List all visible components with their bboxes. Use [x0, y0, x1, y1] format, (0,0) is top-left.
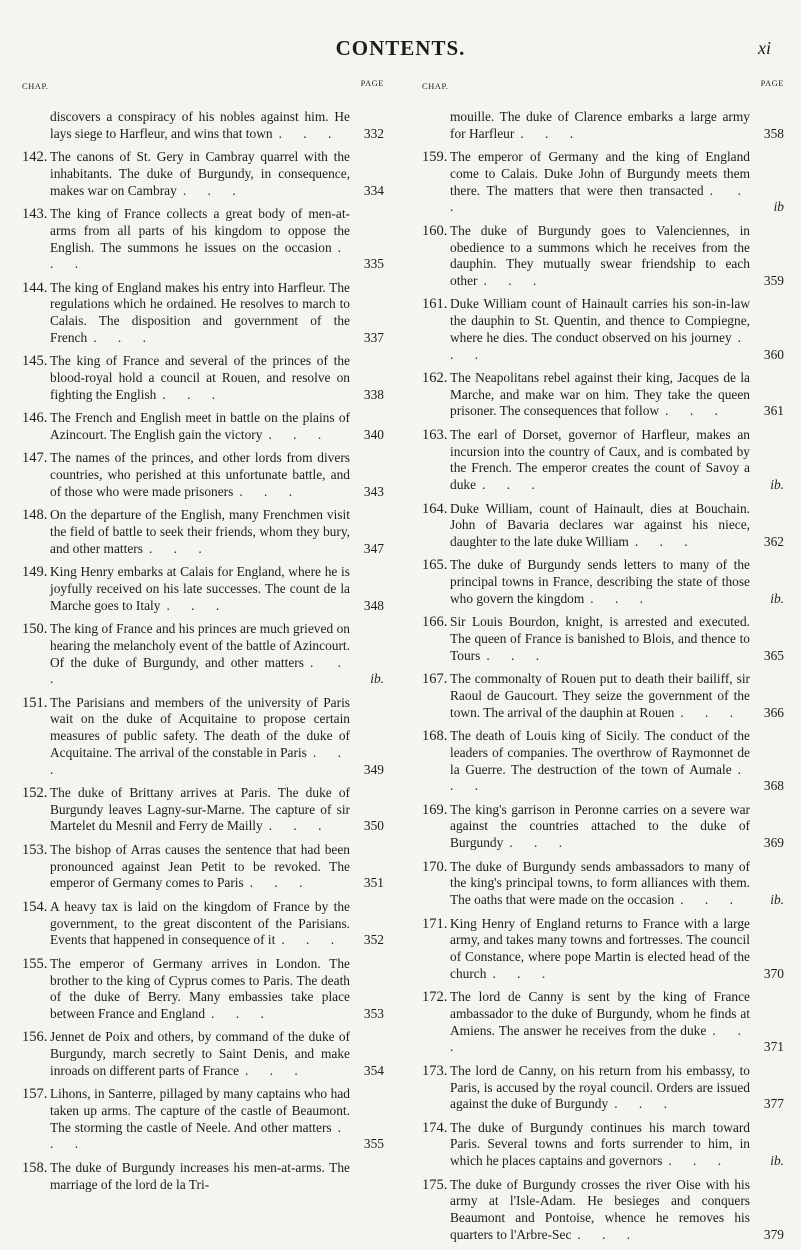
leader-dots: . . . — [166, 597, 229, 613]
leader-dots: . . . — [680, 892, 742, 908]
chapter-summary — [450, 149, 784, 216]
toc-entry — [22, 842, 384, 892]
page-number: ib — [773, 199, 784, 215]
chapter-summary-text: The duke of Burgundy sends letters to many of the principal towns in France, describing the state of those who govern the kingdom — [450, 557, 750, 606]
chapter-summary-text: The duke of Burgundy increases his men-at-arms. The marriage of the lord de la Tri- — [50, 1159, 350, 1192]
toc-entry — [422, 370, 784, 420]
leader-dots: . . . — [50, 239, 350, 272]
chapter-summary — [50, 564, 384, 614]
chapter-number: 144. — [22, 279, 48, 296]
chapter-summary-text: The earl of Dorset, governor of Harfleur, makes an incursion into the country of Caux, and is combated by the French. The emperor creates the count of Savoy a duke — [450, 426, 750, 493]
toc-entry — [22, 280, 384, 347]
page-number: 362 — [763, 533, 784, 549]
toc-entry — [22, 1160, 384, 1193]
leader-dots: . . . — [93, 329, 155, 345]
chapter-number: 160. — [422, 222, 448, 239]
leader-dots: . . . — [450, 1022, 750, 1055]
leader-dots: . . . — [50, 1119, 350, 1152]
toc-entry — [422, 802, 784, 852]
chapter-summary — [450, 614, 784, 664]
chapter-summary — [50, 280, 384, 347]
chapter-summary-text: The bishop of Arras causes the sentence that had been pronounced against Jean Petit to be revoked. The emperor of Germany comes to Paris — [50, 841, 350, 891]
toc-entry — [22, 899, 384, 949]
leader-dots: . . . — [450, 182, 750, 215]
page-number: 335 — [363, 256, 384, 272]
folio-number: xi — [758, 38, 771, 58]
chapter-summary-text: The emperor of Germany and the king of England come to Calais. Duke John of Burgundy meets them there. The matters that were then transacted — [450, 149, 750, 198]
leader-dots: . . . — [50, 654, 350, 687]
chapter-summary-text: The king of France and his princes are much grieved on hearing the melancholy event of the battle of Azincourt. Of the duke of Burgundy, and other matters — [50, 621, 350, 670]
chapter-number: 162. — [422, 370, 448, 387]
toc-entry — [22, 149, 384, 199]
leader-dots: . . . — [483, 272, 546, 288]
chapter-summary — [50, 1160, 384, 1193]
toc-entry — [422, 1177, 784, 1244]
chapter-summary — [450, 427, 784, 494]
chapter-summary-text: The duke of Burgundy continues his march toward Paris. Several towns and forts surrender to him, in which he places captains and governors — [450, 1119, 750, 1169]
chapter-summary — [450, 370, 784, 420]
chapter-summary-text: King Henry embarks at Calais for England, where he is joyfully received on his late successes. The count de la Marche goes to Italy — [50, 564, 350, 613]
toc-entry — [22, 1029, 384, 1079]
page-number: ib. — [770, 477, 784, 493]
toc-entry — [422, 916, 784, 983]
chapter-summary-text: discovers a conspiracy of his nobles against him. He lays siege to Harfleur, and wins that town — [50, 109, 350, 141]
chapter-summary-text: A heavy tax is laid on the kingdom of France by the government, to the great discontent of the Parisians. Events that happened in consequence of it — [50, 898, 350, 948]
leader-dots: . . . — [492, 965, 555, 981]
leader-dots: . . . — [590, 590, 653, 606]
chapter-summary — [450, 671, 784, 721]
page-number: 377 — [763, 1096, 784, 1112]
toc-entry — [422, 149, 784, 216]
page-number: ib. — [770, 1153, 784, 1169]
chapter-summary — [50, 410, 384, 443]
chapter-summary — [50, 1086, 384, 1153]
toc-entry — [22, 785, 384, 835]
toc-entry — [22, 410, 384, 443]
leader-dots: . . . — [268, 818, 331, 834]
chapter-number: 174. — [422, 1119, 448, 1136]
chapter-summary-text: Duke William, count of Hainault, dies at Bouchain. John of Bavaria declares war against his niece, daughter to the late duke William — [450, 500, 750, 549]
leader-dots: . . . — [211, 1005, 273, 1021]
leader-dots: . . . — [50, 744, 350, 777]
toc-entry — [22, 621, 384, 688]
chapter-number: 157. — [22, 1086, 48, 1103]
chapter-summary — [50, 1029, 384, 1079]
leader-dots: . . . — [182, 182, 245, 198]
leader-dots: . . . — [520, 125, 583, 141]
chapter-summary-text: The commonalty of Rouen put to death their bailiff, sir Raoul de Gaucourt. They seize the government of the town. The arrival of the dauphin at Rouen — [450, 671, 750, 720]
leader-dots: . . . — [634, 533, 697, 549]
page-number: 369 — [763, 835, 784, 851]
chapter-summary-text: On the departure of the English, many Frenchmen visit the field of battle to seek their friends, whom they bury, and other matters — [50, 507, 350, 556]
chapter-summary — [450, 109, 784, 142]
chapter-number: 168. — [422, 728, 448, 745]
chapter-number: 158. — [22, 1159, 48, 1176]
chapter-summary-text: Sir Louis Bourdon, knight, is arrested and executed. The queen of France is banished to Blois, and thence to Tours — [450, 614, 750, 663]
page-number: ib. — [370, 671, 384, 687]
chapter-number: 150. — [22, 621, 48, 638]
entry-list — [22, 109, 384, 1193]
page-number: 371 — [763, 1039, 784, 1055]
toc-entry — [22, 353, 384, 403]
chapter-summary-text: The duke of Brittany arrives at Paris. The duke of Burgundy leaves Lagny-sur-Marne. The capture of sir Martelet du Mesnil and Ferry de Mailly — [50, 785, 350, 834]
toc-entry — [22, 956, 384, 1023]
chapter-number: 148. — [22, 507, 48, 524]
chapter-number: 152. — [22, 785, 48, 802]
toc-entry — [22, 206, 384, 273]
chapter-summary-text: The duke of Burgundy crosses the river Oise with his army at l'Isle-Adam. He besieges and conquers Beaumont and Pontoise, whence he removes his quarters to l'Arbre-Sec — [450, 1176, 750, 1242]
chapter-summary — [50, 785, 384, 835]
chapter-number: 172. — [422, 989, 448, 1006]
entry-list — [422, 109, 784, 1243]
chapter-number: 171. — [422, 915, 448, 932]
chapter-summary — [450, 802, 784, 852]
leader-dots: . . . — [680, 704, 743, 720]
chapter-summary-text: The duke of Burgundy sends ambassadors to many of the king's principal towns, to form alliances with them. The oaths that were made on the occasion — [450, 858, 750, 908]
toc-entry — [22, 450, 384, 500]
page-number: 358 — [763, 125, 784, 141]
chapter-summary-text: Duke William count of Hainault carries his son-in-law the dauphin to St. Quentin, and thence to Compiegne, where he dies. The conduct observed on his journey — [450, 296, 750, 345]
chapter-number: 169. — [422, 801, 448, 818]
chapter-summary — [450, 557, 784, 607]
page-number: 352 — [363, 932, 384, 948]
page-number: ib. — [770, 590, 784, 606]
chapter-summary — [50, 695, 384, 779]
page-number: 337 — [363, 329, 384, 345]
chapter-number: 173. — [422, 1062, 448, 1079]
chapter-summary — [450, 728, 784, 795]
chapter-summary — [50, 842, 384, 892]
page-number: 340 — [363, 426, 384, 442]
page-number: 350 — [363, 818, 384, 834]
leader-dots: . . . — [614, 1096, 676, 1112]
page-number: 354 — [363, 1062, 384, 1078]
chapter-summary — [50, 206, 384, 273]
page-number: 359 — [763, 272, 784, 288]
page-number: 349 — [363, 761, 384, 777]
chapter-summary — [450, 1177, 784, 1244]
chapter-summary-text: mouille. The duke of Clarence embarks a large army for Harfleur — [450, 109, 750, 141]
chapter-number: 161. — [422, 296, 448, 313]
chapter-summary — [50, 956, 384, 1023]
chapter-summary — [50, 507, 384, 557]
toc-entry — [422, 671, 784, 721]
chapter-number: 164. — [422, 500, 448, 517]
chapter-summary-text: The canons of St. Gery in Cambray quarrel with the inhabitants. The duke of Burgundy, in consequence, makes war on Cambray — [50, 149, 350, 198]
chapter-summary-text: The duke of Burgundy goes to Valenciennes, in obedience to a summons which he receives from the dauphin. They mutually swear friendship to each other — [450, 222, 750, 288]
chapter-summary — [450, 989, 784, 1056]
page-number: 366 — [763, 704, 784, 720]
leader-dots: . . . — [162, 386, 225, 402]
toc-entry — [22, 1086, 384, 1153]
toc-entry — [22, 695, 384, 779]
chapter-number: 146. — [22, 410, 48, 427]
leader-dots: . . . — [281, 932, 344, 948]
chapter-summary — [450, 859, 784, 909]
toc-entry — [422, 223, 784, 290]
page-title: CONTENTS. — [335, 36, 466, 60]
left-column — [22, 78, 384, 1200]
chapter-number: 153. — [22, 841, 48, 858]
leader-dots: . . . — [486, 647, 549, 663]
toc-entry — [422, 296, 784, 363]
leader-dots: . . . — [665, 403, 727, 419]
chapter-number: 159. — [422, 149, 448, 166]
page-number: 361 — [763, 403, 784, 419]
chapter-summary-text: The Parisians and members of the university of Paris wait on the duke of Acquitaine to propose certain measures of public safety. The death of the duke of Acquitaine. The arrival of the constable in Paris — [50, 694, 350, 760]
page-number: 343 — [363, 483, 384, 499]
chapter-summary — [450, 296, 784, 363]
chapter-number: 143. — [22, 206, 48, 223]
toc-entry — [422, 557, 784, 607]
leader-dots: . . . — [509, 835, 572, 851]
chapter-summary — [450, 223, 784, 290]
chapter-number: 167. — [422, 671, 448, 688]
chapter-number: 147. — [22, 450, 48, 467]
chapter-summary — [50, 149, 384, 199]
page-number: 334 — [363, 182, 384, 198]
chapter-summary — [50, 899, 384, 949]
chapter-number: 154. — [22, 898, 48, 915]
chapter-summary-text: The king of France and several of the princes of the blood-royal hold a council at Rouen, and resolve on fighting the English — [50, 353, 350, 402]
chapter-number: 142. — [22, 149, 48, 166]
chapter-summary-text: The emperor of Germany arrives in London. The brother to the king of Cyprus comes to Paris. The death of the duke of Berry. Many embassies take place between France and England — [50, 955, 350, 1021]
page-number: 351 — [363, 875, 384, 891]
page-label: PAGE — [760, 78, 784, 88]
page-number: 348 — [363, 597, 384, 613]
page-number: 370 — [763, 965, 784, 981]
page-number: 379 — [763, 1226, 784, 1242]
chapter-number: 156. — [22, 1029, 48, 1046]
chapter-summary-text: The lord de Canny, on his return from his embassy, to Paris, is accused by the royal council. Orders are issued against the duke of Burgundy — [450, 1062, 750, 1112]
page-label: PAGE — [360, 78, 384, 88]
page-header — [0, 36, 801, 60]
chapter-summary — [450, 501, 784, 551]
toc-entry — [422, 1120, 784, 1170]
toc-entry — [422, 501, 784, 551]
toc-entry — [422, 1063, 784, 1113]
chapter-number: 149. — [22, 564, 48, 581]
chapter-number: 170. — [422, 858, 448, 875]
leader-dots: . . . — [278, 125, 341, 141]
leader-dots: . . . — [482, 477, 544, 493]
chapter-summary — [50, 109, 384, 142]
chapter-summary-text: The lord de Canny is sent by the king of France ambassador to the duke of Burgundy, whom he finds at Amiens. The answer he receives from the duke — [450, 989, 750, 1038]
chapter-summary — [450, 1120, 784, 1170]
toc-entry — [422, 859, 784, 909]
toc-entry — [422, 614, 784, 664]
leader-dots: . . . — [668, 1153, 731, 1169]
chap-label: CHAP. — [22, 81, 49, 91]
chapter-summary — [450, 1063, 784, 1113]
chapter-summary-text: King Henry of England returns to France with a large army, and takes many towns and fortresses. The council of Constance, where pope Martin is elected head of the church — [450, 915, 750, 981]
page-number: 347 — [363, 540, 384, 556]
chapter-summary — [50, 621, 384, 688]
page-number: 338 — [363, 386, 384, 402]
toc-entry — [22, 564, 384, 614]
chapter-number: 155. — [22, 955, 48, 972]
chapter-summary-text: The French and English meet in battle on the plains of Azincourt. The English gain the victory — [50, 410, 350, 442]
page-number: 355 — [363, 1136, 384, 1152]
leader-dots: . . . — [268, 426, 331, 442]
page-number: 353 — [363, 1005, 384, 1021]
chapter-summary-text: The king's garrison in Peronne carries on a severe war against the countries attached to the duke of Burgundy — [450, 801, 750, 851]
chapter-summary — [50, 353, 384, 403]
toc-entry — [422, 728, 784, 795]
chapter-summary — [450, 916, 784, 983]
toc-entry — [422, 109, 784, 142]
chapter-number: 175. — [422, 1176, 448, 1193]
chapter-number: 151. — [22, 694, 48, 711]
chapter-number: 166. — [422, 614, 448, 631]
leader-dots: . . . — [450, 329, 750, 362]
page-number: 360 — [763, 346, 784, 362]
column-labels — [422, 78, 784, 109]
chapter-summary-text: The death of Louis king of Sicily. The conduct of the leaders of companies. The overthrow of Raymonnet de la Guerre. The destruction of the town of Aumale — [450, 728, 750, 777]
chapter-summary-text: The Neapolitans rebel against their king, Jacques de la Marche, and make war on him. They take the queen prisoner. The consequences that follow — [450, 370, 750, 419]
leader-dots: . . . — [577, 1226, 640, 1242]
leader-dots: . . . — [239, 483, 302, 499]
right-column — [422, 78, 784, 1250]
toc-entry — [22, 109, 384, 142]
leader-dots: . . . — [148, 540, 211, 556]
page-number: 332 — [363, 125, 384, 141]
page-number: ib. — [770, 892, 784, 908]
chapter-summary — [50, 450, 384, 500]
chapter-summary-text: Jennet de Poix and others, by command of the duke of Burgundy, march secretly to Saint Denis, and make inroads on different parts of France — [50, 1029, 350, 1078]
chap-label: CHAP. — [422, 81, 449, 91]
toc-entry — [422, 989, 784, 1056]
chapter-number: 163. — [422, 426, 448, 443]
column-labels — [22, 78, 384, 109]
page-number: 368 — [763, 778, 784, 794]
chapter-summary-text: Lihons, in Santerre, pillaged by many captains who had taken up arms. The capture of the castle of Beaumont. The storming the castle of Neele. And other matters — [50, 1086, 350, 1135]
chapter-summary-text: The king of France collects a great body of men-at-arms from all parts of his kingdom to oppose the English. The summons he issues on the occasion — [50, 206, 350, 255]
leader-dots: . . . — [245, 1062, 307, 1078]
leader-dots: . . . — [249, 875, 312, 891]
leader-dots: . . . — [450, 761, 750, 794]
toc-entry — [22, 507, 384, 557]
chapter-summary-text: The names of the princes, and other lords from divers countries, who perished at this unfortunate battle, and of those who were made prisoners — [50, 450, 350, 499]
chapter-number: 165. — [422, 557, 448, 574]
toc-entry — [422, 427, 784, 494]
page-number: 365 — [763, 647, 784, 663]
chapter-summary-text: The king of England makes his entry into Harfleur. The regulations which he ordained. He resolves to march to Calais. The disposition and government of the French — [50, 279, 350, 345]
chapter-number: 145. — [22, 353, 48, 370]
